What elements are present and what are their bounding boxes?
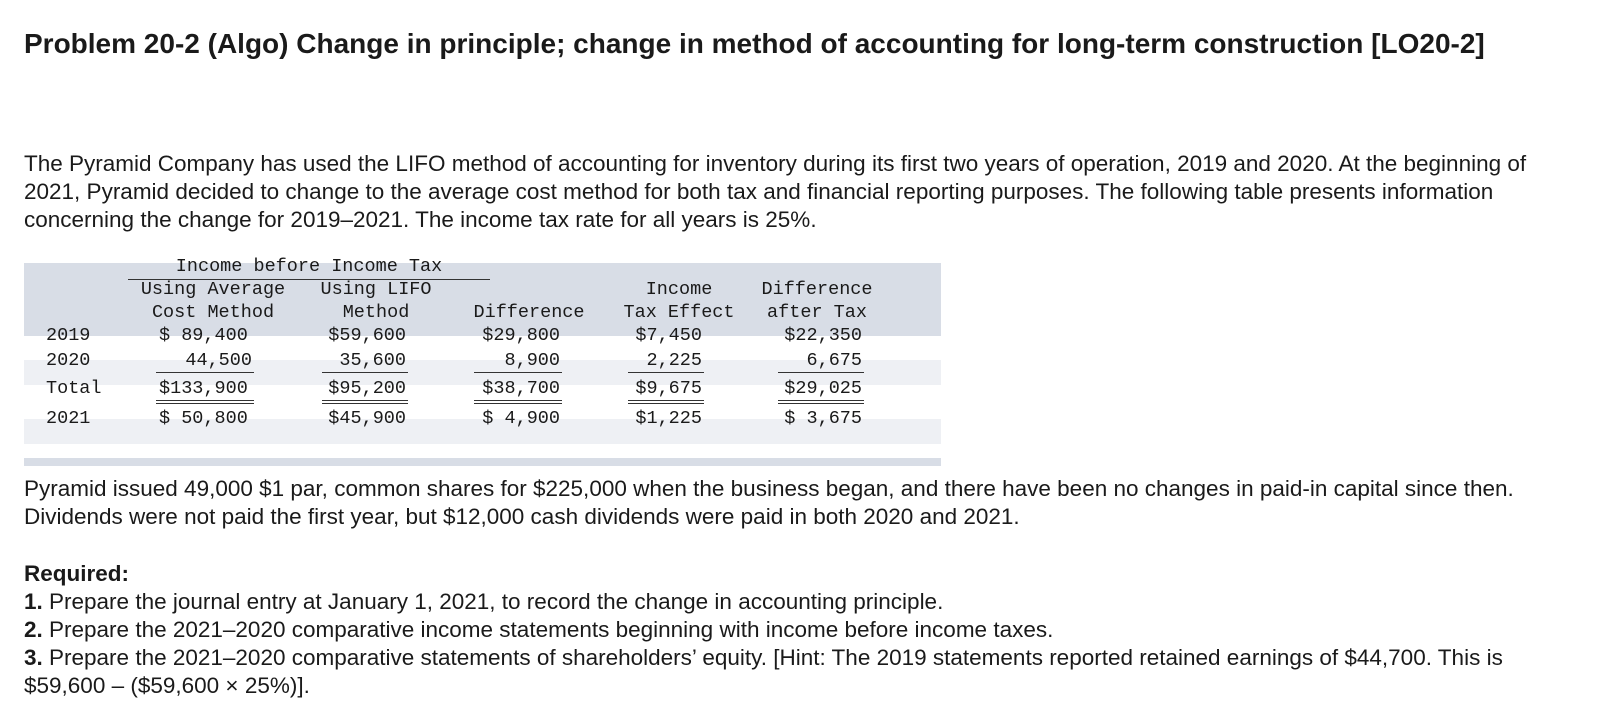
underline-lifo (322, 372, 408, 373)
cell-total-lifo: $95,200 (328, 378, 406, 399)
header-difference: Difference (473, 302, 585, 323)
underline-diff (474, 372, 562, 373)
table-bottom-band (24, 458, 941, 466)
header-after-line1: Difference (761, 279, 873, 300)
required-item-1-text: Prepare the journal entry at January 1, 2021, to record the change in accounting principle. (42, 589, 944, 614)
cell-2020-lifo: 35,600 (339, 350, 406, 371)
cell-2020-after: 6,675 (806, 350, 862, 371)
underline-avg (156, 372, 254, 373)
required-item-3 (24, 644, 1584, 700)
double-underline-avg (156, 400, 254, 404)
required-item-3-text: Prepare the 2021–2020 comparative statements of shareholders’ equity. [Hint: The 2019 statements reported retained earnings of $44,700. This is $59,600 – ($59,600 × 25%)]. (24, 645, 1503, 698)
cell-2019-lifo: $59,600 (328, 325, 406, 346)
cell-2021-tax: $1,225 (635, 408, 702, 429)
cell-2020-diff: 8,900 (504, 350, 560, 371)
cell-total-tax: $9,675 (635, 378, 702, 399)
header-lifo-line2: Method (342, 302, 410, 323)
cell-2021-after: $ 3,675 (784, 408, 862, 429)
cell-2020-tax: 2,225 (646, 350, 702, 371)
underline-after (778, 372, 864, 373)
row-label-2021: 2021 (46, 408, 91, 429)
double-underline-tax (628, 400, 704, 404)
header-avg-line1: Using Average (140, 279, 286, 300)
problem-title: Problem 20-2 (Algo) Change in principle; change in method of accounting for long-term construction [LO20-2] (24, 28, 1485, 59)
row-label-2020: 2020 (46, 350, 91, 371)
cell-total-after: $29,025 (784, 378, 862, 399)
required-item-2-text: Prepare the 2021–2020 comparative income statements beginning with income before income taxes. (42, 617, 1054, 642)
double-underline-after (778, 400, 864, 404)
header-after-line2: after Tax (767, 302, 867, 323)
required-item-3-number: 3. (24, 645, 43, 670)
row-label-2019: 2019 (46, 325, 91, 346)
required-heading: Required: (24, 561, 130, 586)
cell-2021-diff: $ 4,900 (482, 408, 560, 429)
header-avg-line2: Cost Method (151, 302, 275, 323)
row-label-total: Total (46, 378, 102, 399)
cell-2019-tax: $7,450 (635, 325, 702, 346)
cell-2021-lifo: $45,900 (328, 408, 406, 429)
required-item-1 (24, 588, 1584, 616)
double-underline-diff (474, 400, 562, 404)
header-tax-line1: Income (645, 279, 713, 300)
required-item-1-number: 1. (24, 589, 43, 614)
cell-2019-diff: $29,800 (482, 325, 560, 346)
required-item-2 (24, 616, 1584, 644)
header-tax-line2: Tax Effect (623, 302, 735, 323)
intro-paragraph: The Pyramid Company has used the LIFO method of accounting for inventory during its first two years of operation, 2019 and 2020. At the beginning of 2021, Pyramid decided to change to the average cost method for both tax and financial reporting purposes. The following table presents information concerning the change for 2019–2021. The income tax rate for all years is 25%. (24, 151, 1527, 232)
required-section (24, 560, 1584, 700)
cell-2019-after: $22,350 (784, 325, 862, 346)
cell-total-avg: $133,900 (159, 378, 248, 399)
group-header: Income before Income Tax (175, 256, 443, 277)
cell-2019-avg: $ 89,400 (159, 325, 248, 346)
underline-tax (628, 372, 704, 373)
header-lifo-line1: Using LIFO (320, 279, 432, 300)
double-underline-lifo (322, 400, 408, 404)
required-item-2-number: 2. (24, 617, 43, 642)
cell-2021-avg: $ 50,800 (159, 408, 248, 429)
change-in-principle-table (24, 256, 941, 466)
cell-2020-avg: 44,500 (185, 350, 252, 371)
after-table-paragraph: Pyramid issued 49,000 $1 par, common shares for $225,000 when the business began, and there have been no changes in paid-in capital since then. Dividends were not paid the first year, but $12,000 cash dividends were paid in both 2020 and 2021. (24, 476, 1514, 529)
cell-total-diff: $38,700 (482, 378, 560, 399)
